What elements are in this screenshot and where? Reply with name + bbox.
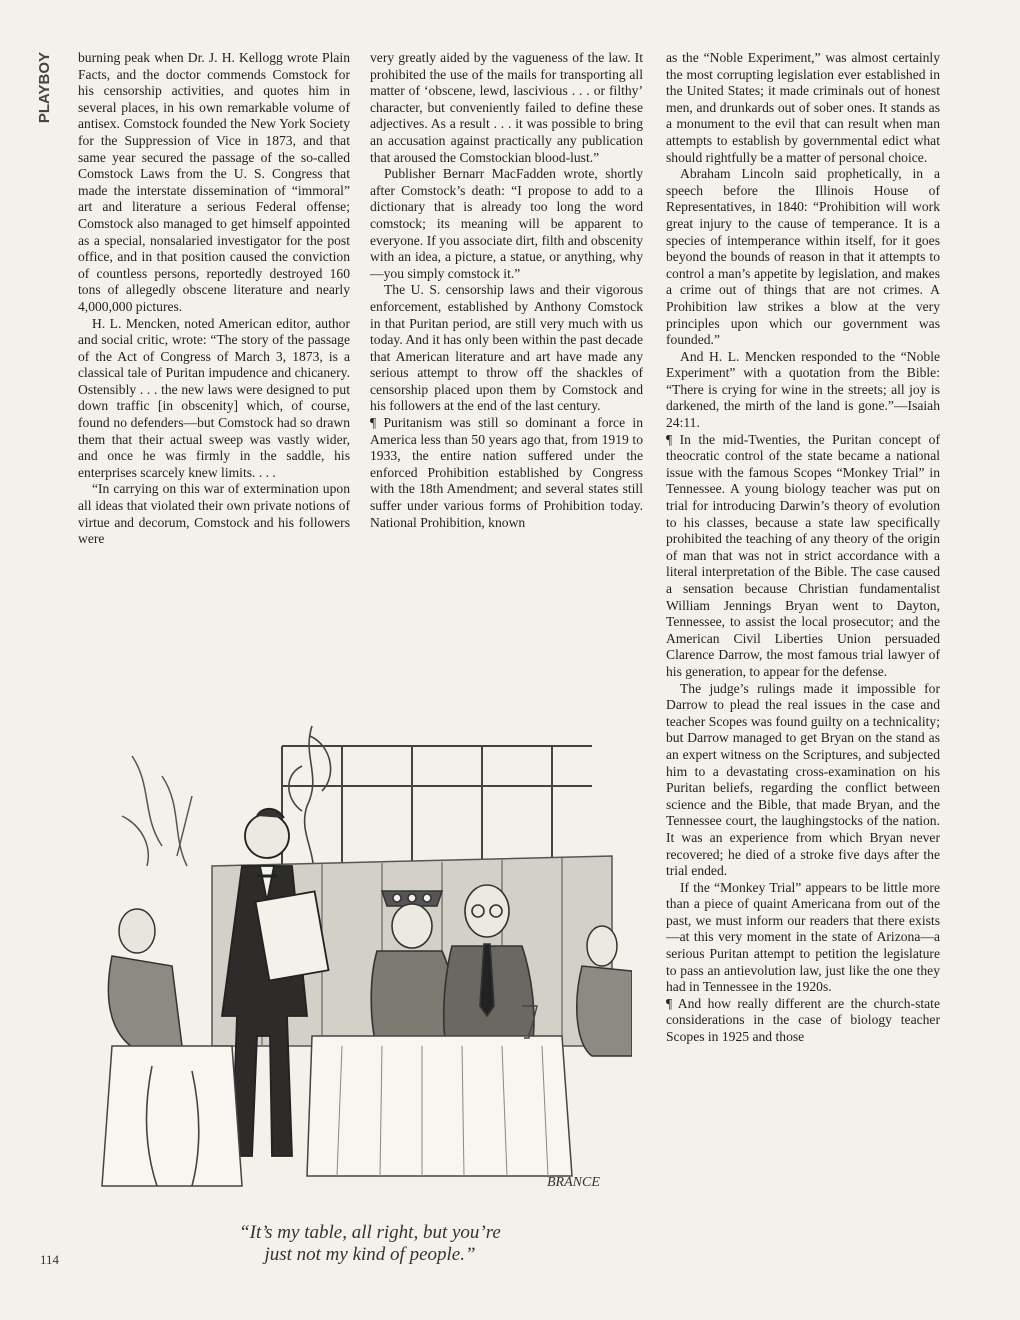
- paragraph: The judge’s rulings made it impossible for Darrow to plead the real issues in the case and teacher Scopes was found guilty on a technicality; but Darrow managed to get Bryan on the stand as an expert witness on the Scriptures, and subjected him to a devastating cross-examination on his Puritan beliefs, regarding the conflict between science and the Bible, that made Bryan, and the Tennessee court, the laughingstocks of the nation. It was an experience from which Bryan never recovered; he died of a stroke five days after the trial ended.: [666, 680, 940, 879]
- paragraph: very greatly aided by the vagueness of the law. It prohibited the use of the mails for transporting all matter of ‘obscene, lewd, lascivious . . . or filthy’ character, but conveniently failed to define these adjectives. As a result . . . it was possible to bring an accusation against practically any publication that aroused the Comstockian blood-lust.”: [370, 50, 643, 165]
- paragraph: ¶ Puritanism was still so dominant a force in America less than 50 years ago that, from 1919 to 1933, the entire nation suffered under the enforced Prohibition established by Congress with the 18th Amendment; and several states still suffer under various forms of Prohibition today. National Prohibition, known: [370, 415, 643, 530]
- paragraph: burning peak when Dr. J. H. Kellogg wrote Plain Facts, and the doctor commends Comstock for his censorship activities, and quotes him in several places, in his own remarkable volume of antisex. Comstock founded the New York Society for the Suppression of Vice in 1873, and that same year secured the passage of the so-called Comstock Laws from the U. S. Congress that made the interstate dissemination of “immoral” art and literature a serious Federal offense; Comstock also managed to get himself appointed as a special, nonsalaried investigator for the post office, and in that position caused the conviction of countless persons, reportedly destroyed 160 tons of allegedly obscene literature and nearly 4,000,000 pictures.: [78, 50, 350, 314]
- paragraph: as the “Noble Experiment,” was almost certainly the most corrupting legislation ever established in the United States; it made criminals out of honest men, and drunkards out of sober ones. It stands as a monument to the evil that can result when man attempts to establish by governmental edict what should rightfully be a matter of personal choice.: [666, 50, 940, 165]
- page-number: 114: [40, 1252, 60, 1267]
- text-column-2: [370, 50, 643, 531]
- paragraph: The U. S. censorship laws and their vigorous enforcement, established by Anthony Comstock in that Puritan period, are still very much with us today. And it has only been within the past decade that American literature and art have made any serious attempt to throw off the shackles of censorship placed upon them by Comstock and his followers at the end of the last century.: [370, 282, 643, 414]
- paragraph: And H. L. Mencken responded to the “Noble Experiment” with a quotation from the Bible: “There is crying for wine in the streets; all joy is darkened, the mirth of the land is gone.”—Isaiah 24:11.: [666, 348, 940, 431]
- caption-line-2: just not my kind of people.”: [264, 1244, 476, 1265]
- cartoon-signature: BRANCE: [547, 1175, 600, 1190]
- paragraph: Abraham Lincoln said prophetically, in a speech before the Illinois House of Representatives, in 1840: “Prohibition will work great injury to the cause of temperance. It is a species of intemperance within itself, for it goes beyond the bounds of reason in that it attempts to control a man’s appetite by legislation, and makes a crime out of things that are not crimes. A Prohibition law strikes a blow at the very principles upon which our government was founded.”: [666, 166, 940, 348]
- paragraph: ¶ In the mid-Twenties, the Puritan concept of theocratic control of the state became a national issue with the famous Scopes “Monkey Trial” in Tennessee. A young biology teacher was put on trial for introducing Darwin’s theory of evolution to his classes, because a state law specifically prohibited the teaching of any theory of the origin of man that was not in strict accordance with a literal interpretation of the Bible. The case caused a sensation because Christian fundamentalist William Jennings Bryan went to Dayton, Tennessee, to assist the local prosecutor; and the American Civil Liberties Union persuaded Clarence Darrow, the most famous trial lawyer of his generation, to appear for the defense.: [666, 431, 940, 679]
- paragraph: ¶ And how really different are the church-state considerations in the case of biology teacher Scopes in 1925 and those: [666, 995, 940, 1045]
- masthead: PLAYBOY: [36, 52, 53, 124]
- text-column-1: [78, 50, 350, 548]
- cartoon-illustration: [92, 716, 632, 1202]
- cartoon-caption: [120, 1222, 620, 1266]
- paragraph: Publisher Bernarr MacFadden wrote, shortly after Comstock’s death: “I propose to add to a dictionary that is already too long the word comstock; its meaning will be apparent to everyone. If you associate dirt, filth and obscenity with an idea, a picture, a statue, or anything, why—you simply comstock it.”: [370, 166, 643, 281]
- paragraph: “In carrying on this war of extermination upon all ideas that violated their own private notions of virtue and decorum, Comstock and his followers were: [78, 481, 350, 547]
- text-column-3: [666, 50, 940, 1046]
- caption-line-1: “It’s my table, all right, but you’re: [239, 1222, 501, 1243]
- paragraph: H. L. Mencken, noted American editor, author and social critic, wrote: “The story of the passage of the Act of Congress of March 3, 1873, is a classical tale of Puritan impudence and chicanery. Ostensibly . . . the new laws were designed to put down traffic [in obscenity] which, of course, found no defenders—but Comstock had so drawn them that their actual sweep was vastly wider, and once he was firmly in the saddle, his enterprises scarcely knew limits. . . .: [78, 315, 350, 480]
- paragraph: If the “Monkey Trial” appears to be little more than a piece of quaint Americana from out of the past, we must inform our readers that there exists—at this very moment in the state of Arizona—a serious Puritan attempt to petition the legislature to pass an antievolution law, just like the one they had in Tennessee in the 1920s.: [666, 879, 940, 995]
